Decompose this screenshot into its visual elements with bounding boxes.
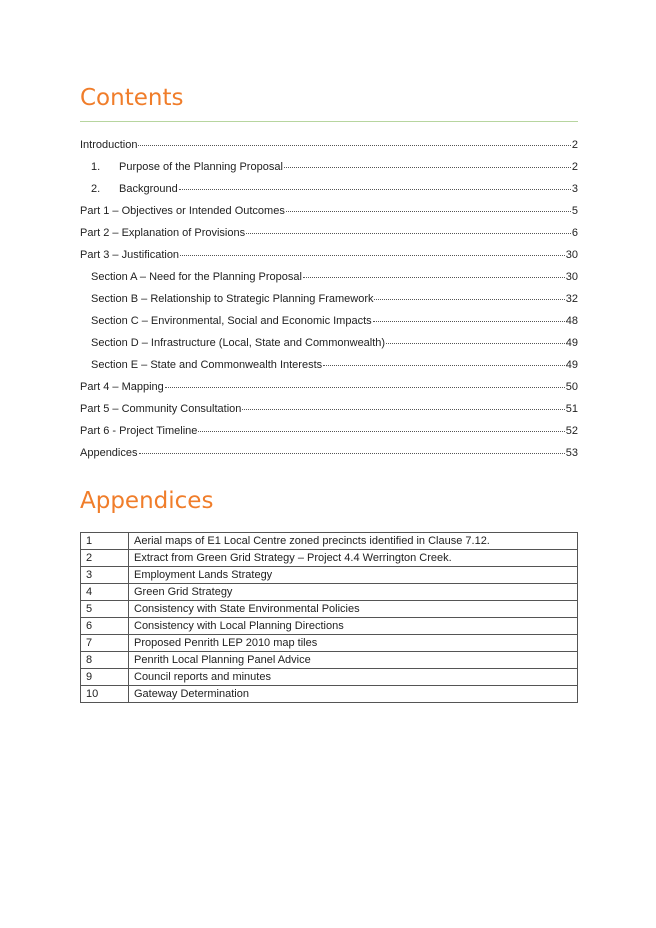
toc-leader-dots xyxy=(284,166,571,168)
appendix-row xyxy=(81,601,578,618)
toc-entry[interactable] xyxy=(80,354,578,376)
heading-divider xyxy=(80,121,578,122)
appendix-row xyxy=(81,567,578,584)
toc-entry-label: Section B – Relationship to Strategic Planning Framework xyxy=(91,293,374,305)
appendix-number: 3 xyxy=(81,567,129,584)
appendix-number: 2 xyxy=(81,550,129,567)
toc-entry-label: Section E – State and Commonwealth Interests xyxy=(91,359,323,371)
toc-leader-dots xyxy=(386,342,565,344)
appendix-number: 10 xyxy=(81,686,129,703)
toc-entry-page: 3 xyxy=(571,183,578,195)
toc-leader-dots xyxy=(373,320,565,322)
toc-entry-page: 51 xyxy=(565,403,578,415)
toc-leader-dots xyxy=(323,364,565,366)
toc-entry[interactable] xyxy=(80,156,578,178)
toc-entry-label: Appendices xyxy=(80,447,138,459)
toc-entry-label: Purpose of the Planning Proposal xyxy=(119,161,283,173)
table-of-contents xyxy=(80,134,578,464)
toc-entry-label: Part 3 – Justification xyxy=(80,249,180,261)
toc-entry-label: Part 1 – Objectives or Intended Outcomes xyxy=(80,205,285,217)
toc-entry-page: 30 xyxy=(565,271,578,283)
appendix-number: 8 xyxy=(81,652,129,669)
appendix-number: 9 xyxy=(81,669,129,686)
appendix-row xyxy=(81,652,578,669)
toc-entry[interactable] xyxy=(80,420,578,442)
toc-entry-label: Section C – Environmental, Social and Economic Impacts xyxy=(91,315,372,327)
appendix-title: Green Grid Strategy xyxy=(129,584,578,601)
appendix-row xyxy=(81,669,578,686)
toc-entry-page: 32 xyxy=(565,293,578,305)
toc-leader-dots xyxy=(303,276,565,278)
toc-entry-page: 48 xyxy=(565,315,578,327)
toc-entry-page: 30 xyxy=(565,249,578,261)
toc-entry-page: 5 xyxy=(571,205,578,217)
appendix-title: Employment Lands Strategy xyxy=(129,567,578,584)
toc-entry-page: 49 xyxy=(565,337,578,349)
appendix-number: 5 xyxy=(81,601,129,618)
appendix-title: Consistency with Local Planning Directions xyxy=(129,618,578,635)
toc-entry-label: Section D – Infrastructure (Local, State and Commonwealth) xyxy=(91,337,386,349)
toc-entry-label: Part 4 – Mapping xyxy=(80,381,164,393)
appendix-number: 1 xyxy=(81,533,129,550)
toc-entry[interactable] xyxy=(80,266,578,288)
appendix-title: Gateway Determination xyxy=(129,686,578,703)
toc-entry-page: 53 xyxy=(565,447,578,459)
appendix-title: Proposed Penrith LEP 2010 map tiles xyxy=(129,635,578,652)
appendix-title: Extract from Green Grid Strategy – Project 4.4 Werrington Creek. xyxy=(129,550,578,567)
appendix-row xyxy=(81,550,578,567)
toc-entry[interactable] xyxy=(80,134,578,156)
appendix-row xyxy=(81,635,578,652)
toc-entry[interactable] xyxy=(80,288,578,310)
toc-entry[interactable] xyxy=(80,310,578,332)
toc-entry-label: Part 2 – Explanation of Provisions xyxy=(80,227,246,239)
toc-entry[interactable] xyxy=(80,178,578,200)
toc-entry-label: Introduction xyxy=(80,139,138,151)
appendix-title: Consistency with State Environmental Policies xyxy=(129,601,578,618)
toc-leader-dots xyxy=(165,386,565,388)
appendices-table xyxy=(80,532,578,703)
toc-entry-page: 49 xyxy=(565,359,578,371)
appendix-number: 7 xyxy=(81,635,129,652)
toc-leader-dots xyxy=(374,298,564,300)
toc-entry-page: 52 xyxy=(565,425,578,437)
appendix-row xyxy=(81,584,578,601)
toc-entry-number: 1. xyxy=(91,161,101,173)
contents-heading: Contents xyxy=(80,85,184,111)
toc-entry[interactable] xyxy=(80,332,578,354)
appendix-number: 4 xyxy=(81,584,129,601)
appendices-heading: Appendices xyxy=(80,488,214,514)
toc-entry-page: 2 xyxy=(571,161,578,173)
appendix-title: Penrith Local Planning Panel Advice xyxy=(129,652,578,669)
toc-leader-dots xyxy=(242,408,564,410)
toc-leader-dots xyxy=(246,232,571,234)
toc-leader-dots xyxy=(138,144,570,146)
toc-leader-dots xyxy=(286,210,571,212)
appendix-number: 6 xyxy=(81,618,129,635)
appendix-row xyxy=(81,618,578,635)
toc-entry-page: 6 xyxy=(571,227,578,239)
toc-entry[interactable] xyxy=(80,398,578,420)
appendix-title: Aerial maps of E1 Local Centre zoned precincts identified in Clause 7.12. xyxy=(129,533,578,550)
toc-leader-dots xyxy=(180,254,565,256)
toc-entry-label: Section A – Need for the Planning Proposal xyxy=(91,271,302,283)
toc-entry[interactable] xyxy=(80,222,578,244)
appendix-row xyxy=(81,533,578,550)
toc-entry[interactable] xyxy=(80,244,578,266)
toc-leader-dots xyxy=(179,188,571,190)
toc-entry[interactable] xyxy=(80,442,578,464)
toc-entry-label: Background xyxy=(119,183,178,195)
toc-entry[interactable] xyxy=(80,376,578,398)
toc-entry-number: 2. xyxy=(91,183,101,195)
appendix-row xyxy=(81,686,578,703)
toc-leader-dots xyxy=(139,452,565,454)
toc-entry-label: Part 6 - Project Timeline xyxy=(80,425,198,437)
toc-entry-label: Part 5 – Community Consultation xyxy=(80,403,242,415)
appendix-title: Council reports and minutes xyxy=(129,669,578,686)
toc-entry-page: 50 xyxy=(565,381,578,393)
toc-entry-page: 2 xyxy=(571,139,578,151)
toc-entry[interactable] xyxy=(80,200,578,222)
toc-leader-dots xyxy=(198,430,564,432)
